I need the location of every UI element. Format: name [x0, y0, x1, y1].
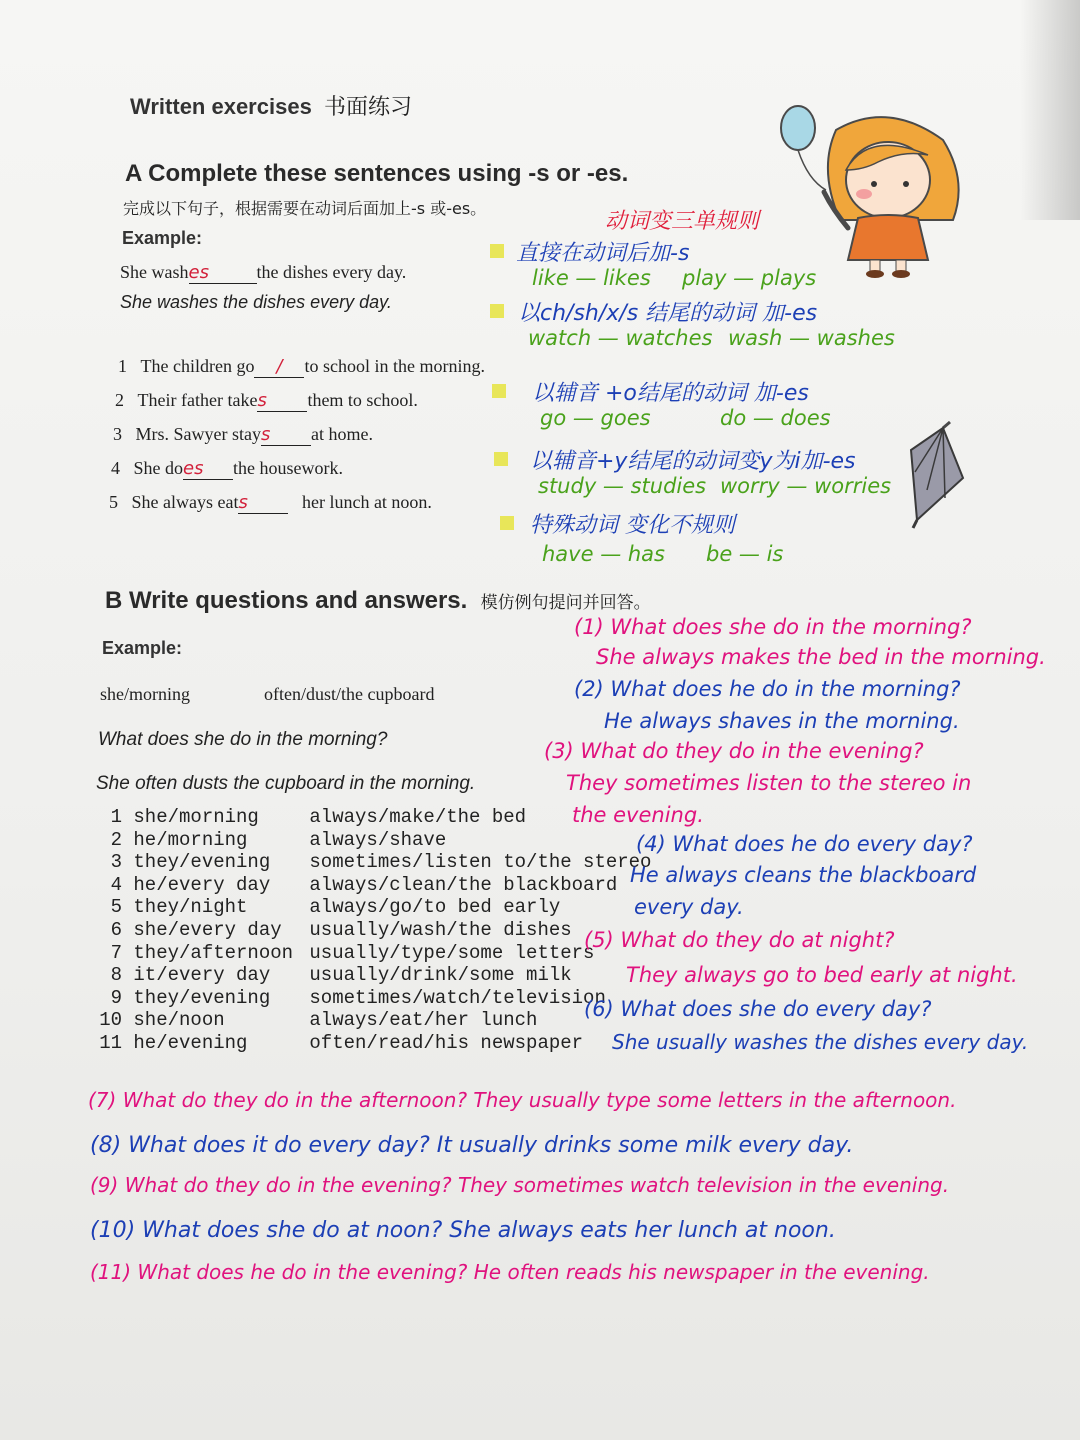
highlight-marker	[500, 516, 514, 530]
section-a-title: A Complete these sentences using -s or -es.	[125, 160, 629, 187]
answer-4-answer-line-2: every day.	[634, 895, 744, 919]
cue-row: 11 he/evening often/read/his newspaper	[99, 1031, 584, 1054]
answer-1-question: (1) What does she do in the morning?	[574, 615, 972, 639]
rule-1-example-1: like — likes	[532, 266, 651, 290]
answer-9: (9) What do they do in the evening? They sometimes watch television in the evening.	[90, 1173, 950, 1197]
rule-4-text: 以辅音+y结尾的动词变y为i加-es	[530, 449, 856, 474]
answer-10: (10) What does she do at noon? She always eats her lunch at noon.	[90, 1218, 836, 1243]
section-a-instruction: 完成以下句子，根据需要在动词后面加上-s 或-es。	[123, 199, 487, 218]
answer-6-answer: She usually washes the dishes every day.	[612, 1030, 1029, 1054]
answer-8: (8) What does it do every day? It usually drinks some milk every day.	[90, 1133, 854, 1158]
answer-1-answer: She always makes the bed in the morning.	[596, 645, 1046, 669]
rules-title: 动词变三单规则	[605, 209, 760, 234]
highlight-marker	[490, 244, 504, 258]
cue-row: 5 they/night always/go/to bed early	[110, 896, 561, 919]
answer-4-question: (4) What does he do every day?	[636, 832, 973, 856]
rule-4-example-2: worry — worries	[720, 474, 892, 498]
answer-3-answer-line-1: They sometimes listen to the stereo in	[566, 771, 972, 795]
answer-5-answer: They always go to bed early at night.	[626, 963, 1018, 987]
balloon-girl-sticker-icon	[778, 100, 978, 280]
section-b-example-cue-2: often/dust/the cupboard	[264, 684, 435, 704]
rule-3-example-1: go — goes	[540, 406, 651, 430]
exercise-a-item-1: 1 The children go / to school in the morning.	[118, 356, 485, 377]
section-a-example-label: Example:	[122, 228, 203, 248]
rule-2-example-1: watch — watches	[528, 326, 713, 350]
section-b-cue-list	[99, 806, 652, 1055]
answer-3-question: (3) What do they do in the evening?	[544, 739, 924, 763]
rule-2-text: 以ch/sh/x/s 结尾的动词 加-es	[518, 301, 818, 326]
cue-row: 4 he/every day always/clean/the blackboard	[110, 873, 618, 896]
section-b-example-question: What does she do in the morning?	[98, 729, 388, 750]
exercise-a-item-3: 3 Mrs. Sawyer stays at home.	[113, 424, 373, 445]
cue-row: 6 she/every day usually/wash/the dishes	[110, 918, 572, 941]
cue-row: 9 they/evening sometimes/watch/television	[110, 986, 606, 1009]
answer-2-answer: He always shaves in the morning.	[604, 709, 960, 733]
answer-3-answer-line-2: the evening.	[572, 803, 704, 827]
section-b-example-answer: She often dusts the cupboard in the morning.	[96, 773, 476, 794]
cue-row: 2 he/morning always/shave	[110, 828, 447, 851]
answer-4-answer-line-1: He always cleans the blackboard	[630, 863, 977, 887]
answer-2-question: (2) What does he do in the morning?	[574, 677, 961, 701]
rule-5-example-1: have — has	[542, 542, 665, 566]
rule-4-example-1: study — studies	[538, 474, 707, 498]
answer-11: (11) What does he do in the evening? He often reads his newspaper in the evening.	[90, 1260, 930, 1284]
exercise-a-item-4: 4 She does the housework.	[111, 458, 343, 479]
cue-row: 7 they/afternoon usually/type/some letters	[110, 941, 595, 964]
exercise-a-item-5: 5 She always eats her lunch at noon.	[109, 492, 432, 513]
section-b-example-cue-1: she/morning	[100, 684, 190, 704]
page-title: Written exercises 书面练习	[130, 94, 413, 120]
rule-1-example-2: play — plays	[682, 266, 817, 290]
umbrella-sticker-icon	[905, 420, 975, 530]
cue-row: 1 she/morning always/make/the bed	[110, 806, 527, 828]
rule-5-example-2: be — is	[706, 542, 784, 566]
rule-3-text: 以辅音 +o结尾的动词 加-es	[532, 381, 809, 406]
rule-2-example-2: wash — washes	[728, 326, 895, 350]
cue-row: 10 she/noon always/eat/her lunch	[99, 1009, 538, 1032]
rule-1-text: 直接在动词后加-s	[516, 241, 690, 266]
cue-row: 3 they/evening sometimes/listen to/the stereo	[110, 851, 652, 874]
exercise-a-item-2: 2 Their father takes them to school.	[115, 390, 418, 411]
answer-5-question: (5) What do they do at night?	[584, 928, 895, 952]
answer-7: (7) What do they do in the afternoon? They usually type some letters in the afternoon.	[88, 1088, 957, 1112]
section-a-example-sentence: She washes the dishes every day.	[120, 262, 407, 283]
highlight-marker	[494, 452, 508, 466]
cue-row: 8 it/every day usually/drink/some milk	[110, 964, 572, 987]
section-a-example-answer: She washes the dishes every day.	[120, 292, 392, 312]
section-b-example-label: Example:	[102, 638, 183, 658]
highlight-marker	[492, 384, 506, 398]
section-b-title: B Write questions and answers. 模仿例句提问并回答。	[105, 587, 651, 614]
rule-5-text: 特殊动词 变化不规则	[530, 513, 735, 538]
rule-3-example-2: do — does	[720, 406, 831, 430]
highlight-marker	[490, 304, 504, 318]
page-edge-shadow	[1020, 0, 1080, 220]
answer-6-question: (6) What does she do every day?	[584, 997, 932, 1021]
